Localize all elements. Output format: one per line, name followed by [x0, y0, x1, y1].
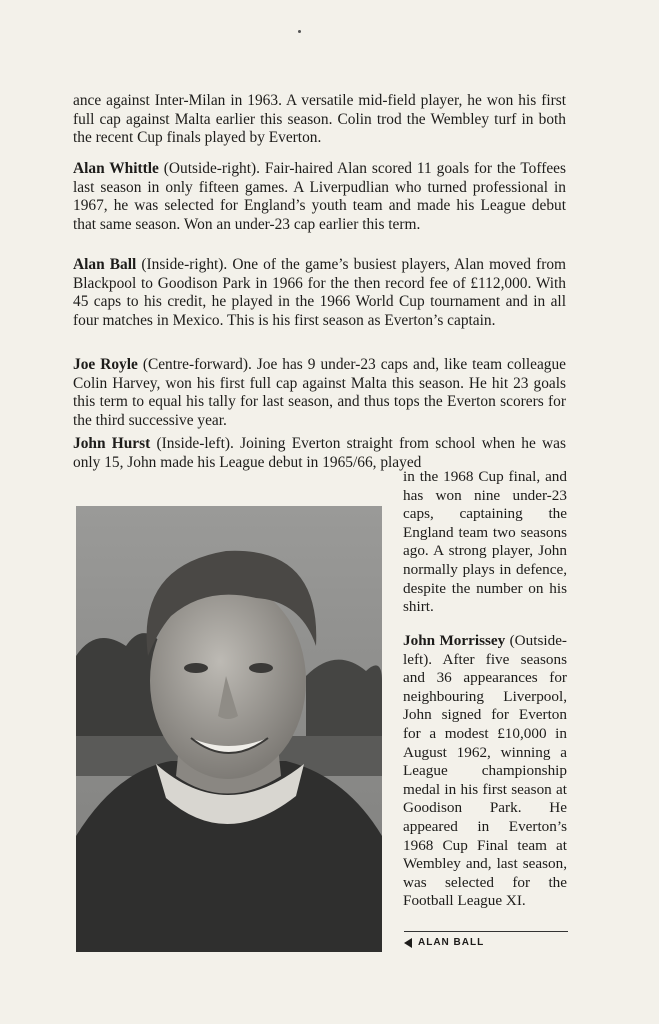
- paragraph-alan-whittle: [73, 160, 566, 234]
- paragraph-john-hurst: [73, 435, 566, 472]
- paragraph-text: (Inside-left). Joining Everton straight from school when he was only 15, John made his League debut in 1965/66, played: [73, 435, 566, 471]
- player-name: Alan Ball: [73, 256, 137, 273]
- paragraph-alan-ball: [73, 256, 566, 330]
- player-photo: [76, 506, 382, 952]
- player-name: John Morrissey: [403, 632, 506, 649]
- caption-rule: [404, 931, 568, 932]
- arrow-left-icon: [404, 938, 412, 948]
- player-name: Alan Whittle: [73, 160, 159, 177]
- paragraph-colin-harvey-continued: [73, 92, 566, 148]
- paragraph-text: (Outside-left). After five seasons and 36 appearances for neighbouring Liverpool, John signed for Everton for a modest £10,000 in August 1962, winning a League championship medal in his first season at Goodison Park. He appeared in Everton’s 1968 Cup Final team at Wembley and, last season, was selected for the Football League XI.: [403, 632, 567, 910]
- page-mark: [298, 30, 301, 33]
- paragraph-text: (Centre-forward). Joe has 9 under-23 caps and, like team colleague Colin Harvey, won his first full cap against Malta this season. He hit 23 goals this term to equal his tally for last season, and thus tops the Everton scorers for the third successive year.: [73, 356, 566, 429]
- portrait-illustration: [76, 506, 382, 952]
- paragraph-john-morrissey: [403, 632, 567, 911]
- caption-text: ALAN BALL: [418, 937, 485, 948]
- paragraph-text: in the 1968 Cup final, and has won nine under-23 caps, captaining the England team two seasons ago. A strong player, John normally plays in defence, despite the number on his shirt.: [403, 468, 567, 616]
- photo-caption: [404, 937, 484, 948]
- paragraph-joe-royle: [73, 356, 566, 430]
- player-name: Joe Royle: [73, 356, 138, 373]
- paragraph-text: ance against Inter-Milan in 1963. A versatile mid-field player, he won his first full cap against Malta earlier this season. Colin trod the Wembley turf in both the recent Cup finals played by Everton.: [73, 92, 566, 147]
- paragraph-text: (Outside-right). Fair-haired Alan scored 11 goals for the Toffees last season in only fifteen games. A Liverpudlian who turned professional in 1967, he was selected for England’s youth team and made his League debut that same season. Won an under-23 cap earlier this term.: [73, 160, 566, 233]
- player-name: John Hurst: [73, 435, 151, 452]
- paragraph-text: (Inside-right). One of the game’s busiest players, Alan moved from Blackpool to Goodison Park in 1966 for the then record fee of £112,000. With 45 caps to his credit, he played in the 1966 World Cup tournament and in all four matches in Mexico. This is his first season as Everton’s captain.: [73, 256, 566, 329]
- paragraph-john-hurst-continued: [403, 468, 567, 617]
